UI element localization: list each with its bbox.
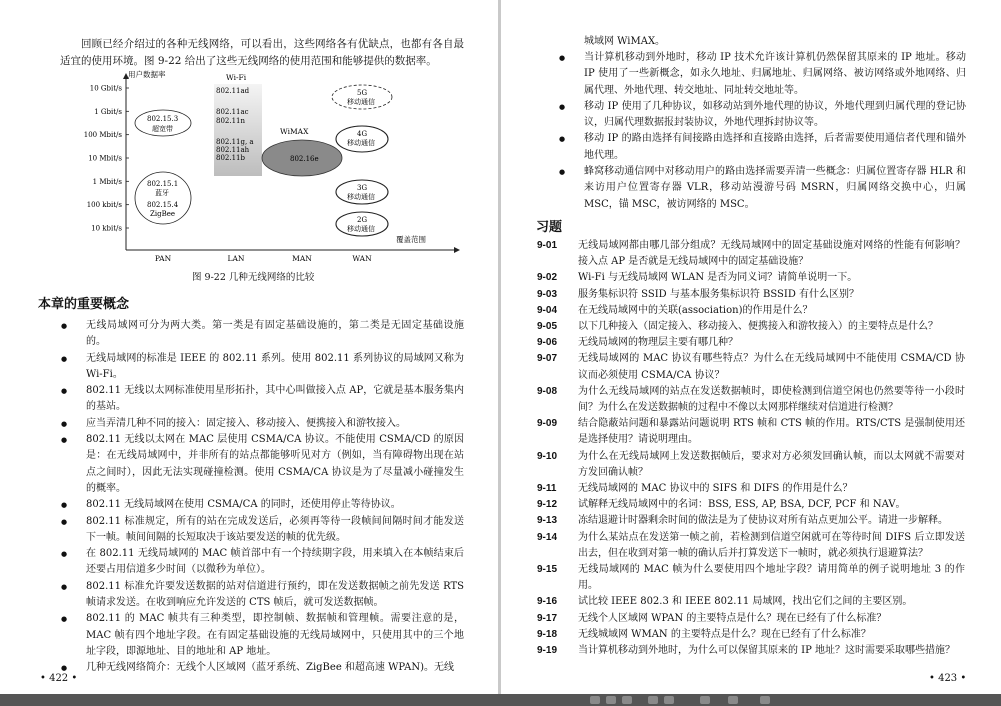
- wifi-standard-label: 802.11ac: [216, 108, 249, 116]
- exercise-number: 9-16: [537, 596, 558, 608]
- exercise-number: 9-14: [537, 531, 558, 543]
- wan-label: 2G: [357, 216, 368, 224]
- chart-svg: [74, 68, 474, 268]
- exercise-item: [537, 238, 965, 270]
- wimax-label: WiMAX: [280, 127, 309, 136]
- exercise-item: [537, 384, 965, 416]
- exercise-number: 9-12: [537, 499, 558, 511]
- concept-bullet-item: ● 802.11 标准规定，所有的站在完成发送后，必须再等待一段帧间间隔时间才能发送下一帧。帧间间隔的长短取决于该站要发送的帧的优先级。: [58, 514, 464, 547]
- mobile-ip-concepts-list: [556, 50, 966, 213]
- exercise-number: 9-01: [537, 240, 558, 251]
- toolbar-button[interactable]: [728, 696, 738, 704]
- wifi-standard-label: 802.11ad: [216, 87, 250, 95]
- exercise-text: 无线个人区域网 WPAN 的主要特点是什么？现在已经有了什么标准？: [578, 612, 887, 624]
- exercises-title: 习题: [536, 220, 563, 235]
- exercise-number: 9-06: [537, 337, 558, 349]
- concept-bullet-item: ● 802.11 无线局域网在使用 CSMA/CA 的同时，还使用停止等待协议。: [58, 497, 464, 513]
- exercise-item: [537, 303, 965, 319]
- concept-bullet-item: ● 802.11 无线以太网在 MAC 层使用 CSMA/CA 协议。不能使用 CSMA/CD 的原因是：在无线局域网中，并非所有的站点都能够听见对方（例如，当有障碍物出现在站点之间时），因此无法实现碰撞检测。使用 CSMA/CA 协议是为了尽量减小碰撞发生的概率。: [58, 432, 464, 497]
- wifi-standard-label: 802.11b: [216, 154, 245, 162]
- wimax-standard-label: 802.16e: [290, 155, 319, 163]
- x-axis-title: 覆盖范围: [396, 235, 426, 244]
- wan-label: 5G: [357, 89, 368, 97]
- exercise-item: [537, 319, 965, 335]
- exercise-item: [537, 497, 965, 513]
- x-category-label: LAN: [227, 254, 245, 263]
- exercise-number: 9-05: [537, 321, 558, 333]
- exercise-number: 9-08: [537, 385, 558, 397]
- y-tick-label: 10 Gbit/s: [89, 84, 122, 93]
- exercise-text: 在无线局域网中的关联(association)的作用是什么？: [578, 304, 813, 316]
- exercise-item: [537, 449, 965, 481]
- concept-bullet-item: ● 当计算机移动到外地时，移动 IP 技术允许该计算机仍然保留其原来的 IP 地址。移动 IP 使用了一些新概念，如永久地址、归属地址、归属网络、被访网络或外地网络、归属代理、外地代理、转交地址、同址转交地址等。: [556, 50, 966, 99]
- viewer-toolbar: [0, 694, 1001, 706]
- wifi-standard-label: 802.11g, a: [216, 138, 254, 146]
- exercise-item: [537, 611, 965, 627]
- intro-paragraph: 回顾已经介绍过的各种无线网络，可以看出，这些网络各有优缺点，也都有各自最适宜的使用环境。图 9-22 给出了这些无线网络的使用范围和能够提供的数据率。: [60, 38, 464, 67]
- concept-bullet-item: ● 移动 IP 使用了几种协议，如移动站到外地代理的协议，外地代理到归属代理的登记协议，归属代理数据报封装协议，外地代理拆封协议等。: [556, 99, 966, 132]
- pan-label: 802.15.3: [147, 115, 179, 123]
- wan-label: 移动通信: [347, 193, 375, 201]
- exercise-text: 当计算机移动到外地时，为什么可以保留其原来的 IP 地址？这时需要采取哪些措施？: [578, 645, 956, 657]
- concept-bullet-item: ● 无线局域网可分为两大类。第一类是有固定基础设施的，第二类是无固定基础设施的。: [58, 318, 464, 351]
- exercise-item: [537, 481, 965, 497]
- wan-label: 移动通信: [347, 225, 375, 233]
- wan-label: 4G: [357, 130, 368, 138]
- exercise-item: [537, 627, 965, 643]
- exercise-text: 试比较 IEEE 802.3 和 IEEE 802.11 局域网，找出它们之间的主要区别。: [578, 596, 913, 608]
- x-tick-labels: [155, 254, 372, 263]
- concept-bullet-item: ● 802.11 的 MAC 帧共有三种类型，即控制帧、数据帧和管理帧。需要注意的是，MAC 帧有四个地址字段。在有固定基础设施的无线局域网中，只使用其中的三个地址字段，即源地址、目的地址和 AP 地址。: [58, 611, 464, 660]
- pan-label: 超宽带: [152, 125, 173, 133]
- wireless-network-comparison-chart: [74, 68, 474, 268]
- pan-label: 802.15.4: [147, 201, 179, 209]
- concept-bullet-item: ● 无线局域网的标准是 IEEE 的 802.11 系列。使用 802.11 系列协议的局域网又称为 Wi-Fi。: [58, 351, 464, 384]
- exercise-text: 为什么在无线局域网上发送数据帧后，要求对方必须发回确认帧，而以太网就不需要对方发回确认帧？: [578, 450, 965, 478]
- concept-bullet-item: ● 移动 IP 的路由选择有间接路由选择和直接路由选择，后者需要使用通信者代理和锚外地代理。: [556, 131, 966, 164]
- wan-label: 移动通信: [347, 139, 375, 147]
- exercise-item: [537, 270, 965, 286]
- exercise-number: 9-03: [537, 288, 558, 300]
- exercise-item: [537, 530, 965, 562]
- exercise-text: 无线城域网 WMAN 的主要特点是什么？现在已经有了什么标准？: [578, 628, 871, 640]
- exercise-text: 无线局域网的 MAC 协议有哪些特点？为什么在无线局域网中不能使用 CSMA/CD 协议而必须使用 CSMA/CA 协议？: [578, 353, 965, 381]
- concept-bullet-item: ● 几种无线网络简介：无线个人区域网（蓝牙系统、ZigBee 和超高速 WPAN)。无线: [58, 660, 464, 676]
- exercise-item: [537, 416, 965, 448]
- exercise-number: 9-11: [537, 483, 557, 495]
- key-concepts-list: [58, 318, 464, 677]
- y-axis-title: 用户数据率: [128, 70, 166, 79]
- wifi-label: Wi-Fi: [226, 73, 247, 82]
- toolbar-button[interactable]: [606, 696, 616, 704]
- exercise-number: 9-18: [537, 628, 558, 640]
- x-category-label: PAN: [154, 254, 172, 263]
- exercise-text: 无线局域网都由哪几部分组成？无线局域网中的固定基础设施对网络的性能有何影响？接入点 AP 是否就是无线局域网中的固定基础设施？: [578, 240, 965, 268]
- y-tick-label: 100 Mbit/s: [83, 131, 122, 140]
- exercise-text: 无线局域网的 MAC 协议中的 SIFS 和 DIFS 的作用是什么？: [578, 483, 853, 495]
- y-tick-label: 10 kbit/s: [91, 224, 122, 233]
- exercise-number: 9-17: [537, 612, 558, 624]
- x-category-label: WAN: [352, 254, 372, 263]
- exercise-text: 为什么无线局域网的站点在发送数据帧时，即使检测到信道空闲也仍然要等待一小段时间？为什么在发送数据帧的过程中不像以太网那样继续对信道进行检测？: [578, 385, 965, 414]
- figure-caption: 图 9-22 几种无线网络的比较: [192, 272, 315, 283]
- right-page: [501, 0, 1001, 694]
- y-tick-labels: [84, 85, 129, 233]
- exercise-item: [537, 335, 965, 351]
- page-number: • 423 •: [929, 673, 967, 684]
- pan-label: 802.15.1: [147, 180, 179, 188]
- exercise-text: 服务集标识符 SSID 与基本服务集标识符 BSSID 有什么区别？: [578, 288, 860, 300]
- toolbar-button[interactable]: [590, 696, 600, 704]
- section-title: 本章的重要概念: [38, 297, 130, 312]
- pan-label: 蓝牙: [155, 189, 169, 197]
- concept-bullet-item: ● 802.11 标准允许要发送数据的站对信道进行预约，即在发送数据帧之前先发送 RTS 帧请求发送。在收到响应允许发送的 CTS 帧后，就可发送数据帧。: [58, 579, 464, 612]
- exercise-number: 9-04: [537, 304, 558, 316]
- wan-label: 移动通信: [347, 98, 375, 106]
- pan-label: ZigBee: [150, 210, 176, 218]
- left-page: [0, 0, 498, 694]
- wan-label: 3G: [357, 184, 368, 192]
- y-tick-label: 1 Mbit/s: [92, 177, 122, 186]
- continuation-text: 城域网 WiMAX。: [584, 36, 666, 47]
- exercise-text: 试解释无线局域网中的名词：BSS, ESS, AP, BSA, DCF, PCF 和 NAV。: [578, 499, 906, 511]
- exercise-text: 结合隐蔽站问题和暴露站问题说明 RTS 帧和 CTS 帧的作用。RTS/CTS 是强制使用还是选择使用？请说明理由。: [578, 418, 965, 446]
- concept-bullet-item: ● 应当弄清几种不同的接入：固定接入、移动接入、便携接入和游牧接入。: [58, 416, 464, 432]
- exercise-number: 9-09: [537, 418, 558, 430]
- exercise-list: [537, 238, 965, 659]
- exercise-text: 无线局域网的 MAC 帧为什么要使用四个地址字段？请用简单的例子说明地址 3 的作用。: [578, 564, 965, 592]
- y-tick-label: 100 kbit/s: [86, 201, 122, 210]
- exercise-item: [537, 562, 965, 594]
- wifi-standard-label: 802.11ah: [216, 146, 250, 154]
- concept-bullet-item: ● 802.11 无线以太网标准使用星形拓扑，其中心叫做接入点 AP，它就是基本服务集内的基站。: [58, 383, 464, 416]
- exercise-text: 冻结退避计时器剩余时间的做法是为了使协议对所有站点更加公平。请进一步解释。: [578, 515, 948, 527]
- exercise-text: Wi-Fi 与无线局域网 WLAN 是否为同义词？请简单说明一下。: [578, 272, 858, 284]
- page-number: • 422 •: [40, 673, 78, 684]
- exercise-number: 9-19: [537, 645, 558, 657]
- exercise-item: [537, 594, 965, 610]
- exercise-item: [537, 643, 965, 659]
- exercise-number: 9-07: [537, 353, 558, 365]
- concept-bullet-item: ● 蜂窝移动通信网中对移动用户的路由选择需要弄清一些概念：归属位置寄存器 HLR 和来访用户位置寄存器 VLR，移动站漫游号码 MSRN，归属网络交换中心，归属 MSC，锚 MSC，被访网络的 MSC。: [556, 164, 966, 213]
- exercise-number: 9-13: [537, 515, 558, 527]
- wifi-region: [214, 84, 262, 176]
- wifi-standard-label: 802.11n: [216, 117, 246, 125]
- exercise-text: 为什么某站点在发送第一帧之前，若检测到信道空闲就可在等待时间 DIFS 后立即发送出去，但在收到对第一帧的确认后并打算发送下一帧时，就必须执行退避算法？: [578, 531, 965, 559]
- toolbar-button[interactable]: [648, 696, 658, 704]
- exercise-item: [537, 513, 965, 529]
- toolbar-button[interactable]: [664, 696, 674, 704]
- y-tick-label: 1 Gbit/s: [94, 107, 122, 116]
- exercise-number: 9-02: [537, 272, 558, 284]
- y-tick-label: 10 Mbit/s: [88, 154, 122, 163]
- exercise-text: 以下几种接入（固定接入、移动接入、便携接入和游牧接入）的主要特点是什么？: [578, 321, 938, 333]
- exercise-item: [537, 351, 965, 383]
- concept-bullet-item: ● 在 802.11 无线局域网的 MAC 帧首部中有一个持续期字段，用来填入在本帧结束后还要占用信道多少时间（以微秒为单位）。: [58, 546, 464, 579]
- x-category-label: MAN: [292, 254, 312, 263]
- toolbar-button[interactable]: [700, 696, 710, 704]
- exercise-number: 9-10: [537, 450, 558, 462]
- toolbar-button[interactable]: [622, 696, 632, 704]
- toolbar-button[interactable]: [760, 696, 770, 704]
- exercise-item: [537, 287, 965, 303]
- exercise-text: 无线局域网的物理层主要有哪几种？: [578, 337, 738, 349]
- exercise-number: 9-15: [537, 564, 558, 576]
